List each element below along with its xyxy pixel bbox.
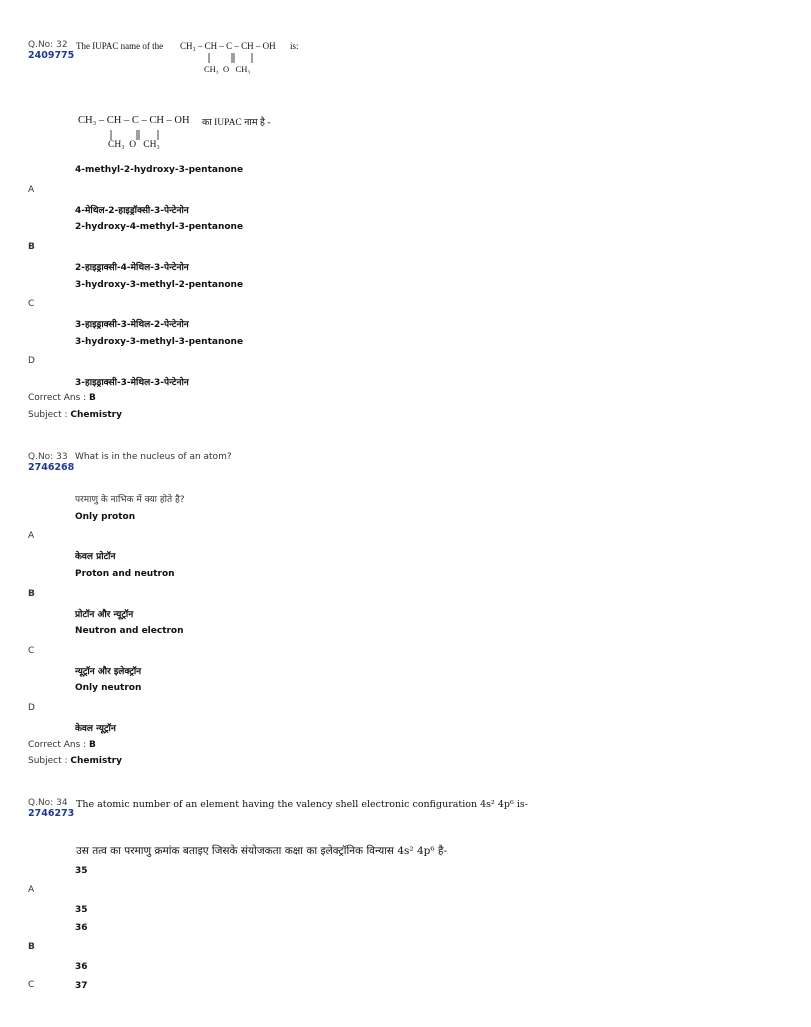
question-number-label: Q.No: 33 (28, 452, 68, 462)
option-c-hindi: 3-हाइड्राक्सी-3-मेथिल-2-पेन्टेनोन (75, 320, 189, 330)
option-b-english: 2-hydroxy-4-methyl-3-pentanone (75, 222, 244, 232)
option-a-english: 4-methyl-2-hydroxy-3-pentanone (75, 165, 244, 175)
chem-formula: CH₃ – CH – C – CH – OH (180, 41, 276, 51)
option-b-hindi: प्रोटॉन और न्यूट्रॉन (75, 610, 134, 620)
question-text-english: What is in the nucleus of an atom? (75, 452, 232, 462)
option-a-hindi: केवल प्रोटॉन (75, 552, 116, 562)
option-d-english: 3-hydroxy-3-methyl-3-pentanone (75, 337, 244, 347)
option-c-letter: C (28, 299, 35, 309)
option-b-english: Proton and neutron (75, 569, 175, 579)
option-a-letter: A (28, 885, 35, 895)
question-id: 2746273 (28, 808, 75, 819)
option-b-letter: B (28, 589, 35, 599)
subject: Subject : Chemistry (28, 756, 122, 766)
question-text-hindi: का IUPAC नाम है - (202, 118, 271, 128)
option-c-hindi: न्यूट्रॉन और इलेक्ट्रॉन (75, 667, 142, 677)
option-d-hindi: केवल न्यूट्रॉन (75, 724, 116, 734)
question-id: 2409775 (28, 50, 75, 61)
option-c-letter: C (28, 980, 35, 990)
option-d-letter: D (28, 703, 35, 713)
correct-answer: Correct Ans : B (28, 740, 96, 750)
option-a-hindi: 4-मेथिल-2-हाइड्रॉक्सी-3-पेन्टेनोन (75, 206, 189, 216)
option-a-hindi: 35 (75, 905, 88, 915)
question-text-hindi: परमाणु के नाभिक में क्या होते है? (75, 495, 185, 505)
option-b-letter: B (28, 242, 35, 252)
option-d-hindi: 3-हाइड्राक्सी-3-मेथिल-3-पेन्टेनोन (75, 378, 189, 388)
option-d-english: Only neutron (75, 683, 142, 693)
question-text-english-end: is: (290, 41, 299, 51)
question-text-english: The atomic number of an element having the valency shell electronic configuration 4s² 4p⁶ is- (76, 799, 528, 810)
chem-formula: CH₃ – CH – C – CH – OH (78, 115, 190, 126)
option-b-english: 36 (75, 923, 88, 933)
option-c-letter: C (28, 646, 35, 656)
option-b-hindi: 2-हाइड्राक्सी-4-मेथिल-3-पेन्टेनोन (75, 263, 189, 273)
question-text-english: The IUPAC name of the (76, 41, 164, 51)
question-image-english (76, 37, 306, 77)
question-number-label: Q.No: 32 (28, 40, 68, 50)
chem-formula-substituents: CH₃ O CH₃ (204, 64, 251, 74)
question-text-hindi: उस तत्व का परमाणु क्रमांक बताइए जिसके संयोजकता कक्षा का इलेक्ट्रॉनिक विन्यास 4s² 4p⁶ है- (76, 845, 448, 857)
option-a-english: 35 (75, 866, 88, 876)
option-c-english: 37 (75, 981, 88, 991)
bond-lines-icon (206, 52, 266, 64)
option-c-english: Neutron and electron (75, 626, 184, 636)
option-d-letter: D (28, 356, 35, 366)
question-image-hindi (78, 113, 308, 155)
question-id: 2746268 (28, 462, 75, 473)
correct-answer: Correct Ans : B (28, 393, 96, 403)
option-a-letter: A (28, 185, 35, 195)
option-b-hindi: 36 (75, 962, 88, 972)
question-number-label: Q.No: 34 (28, 798, 68, 808)
option-a-letter: A (28, 531, 35, 541)
option-b-letter: B (28, 942, 35, 952)
chem-formula-substituents: CH₃ O CH₃ (108, 140, 160, 150)
subject: Subject : Chemistry (28, 410, 122, 420)
option-c-english: 3-hydroxy-3-methyl-2-pentanone (75, 280, 244, 290)
option-a-english: Only proton (75, 512, 136, 522)
